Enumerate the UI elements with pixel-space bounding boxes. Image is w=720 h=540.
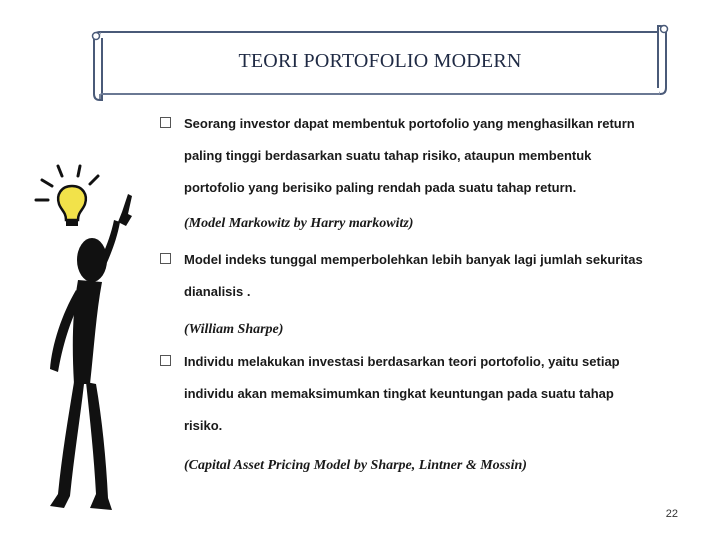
- bullet-line: portofolio yang berisiko paling rendah pada suatu tahap return.: [184, 180, 577, 195]
- bullet-line: Model indeks tunggal memperbolehkan lebih banyak lagi jumlah sekuritas: [184, 252, 643, 267]
- bullet-box-icon: [160, 355, 171, 366]
- bullet-line: Individu melakukan investasi berdasarkan teori portofolio, yaitu setiap: [184, 354, 620, 369]
- page-title: TEORI PORTOFOLIO MODERN: [238, 50, 522, 72]
- citation: (William Sharpe): [184, 322, 284, 337]
- bullet-line: dianalisis .: [184, 284, 251, 299]
- bullet-box-icon: [160, 117, 171, 128]
- bullet-line: paling tinggi berdasarkan suatu tahap risiko, ataupun membentuk: [184, 148, 592, 163]
- title-banner: [90, 24, 670, 102]
- citation: (Capital Asset Pricing Model by Sharpe, Lintner & Mossin): [184, 458, 527, 473]
- idea-figure: [28, 164, 178, 529]
- citation: (Model Markowitz by Harry markowitz): [184, 216, 414, 231]
- bullet-line: individu akan memaksimumkan tingkat keuntungan pada suatu tahap: [184, 386, 614, 401]
- bullet-line: Seorang investor dapat membentuk portofolio yang menghasilkan return: [184, 116, 635, 131]
- page-number: 22: [665, 508, 678, 520]
- stick-figure-with-lightbulb-icon: [28, 164, 178, 529]
- bullet-line: risiko.: [184, 418, 223, 433]
- bullet-box-icon: [160, 253, 171, 264]
